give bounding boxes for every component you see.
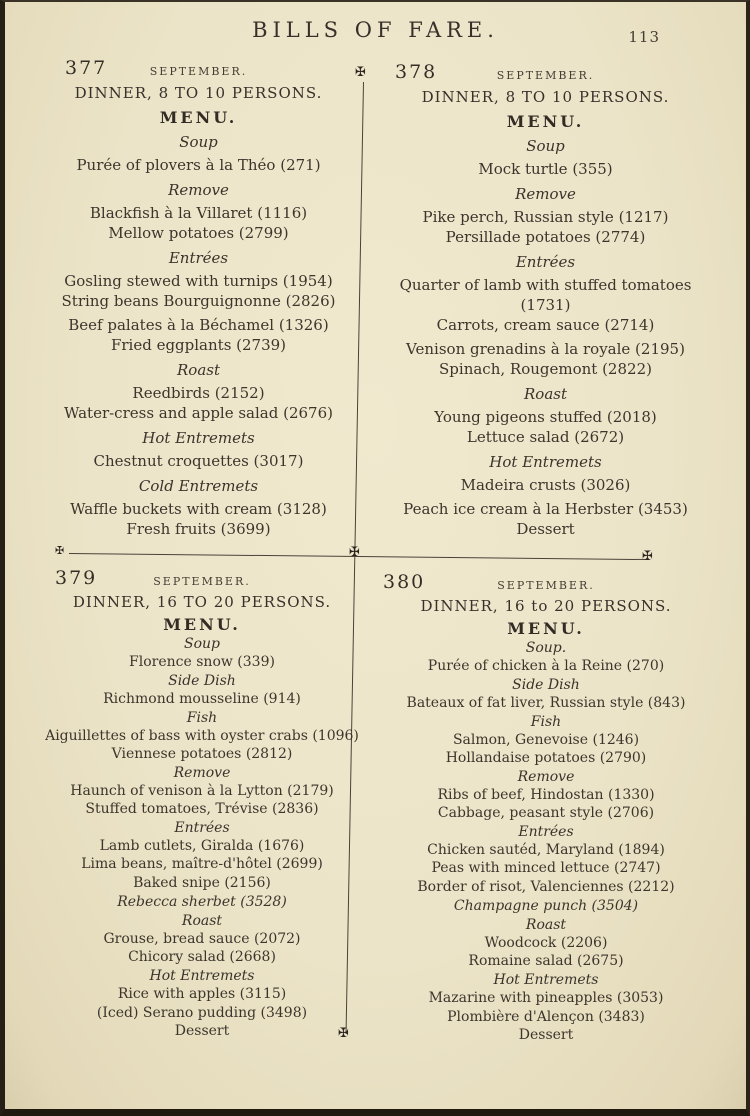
menu-item: Mellow potatoes (2799) [108,224,289,242]
section-header: Remove [517,769,575,785]
menu-item: Persillade potatoes (2774) [445,228,646,246]
section-header: Hot Entremets [142,429,255,447]
section-header: Entrées [174,820,230,836]
menu-section [371,714,721,767]
menu-item: Florence snow (339) [129,654,275,670]
menu-item: Haunch of venison à la Lytton (2179) [70,783,334,799]
section-header: Hot Entremets [493,972,599,988]
item-group [37,727,367,763]
menu-item: Blackfish à la Villaret (1116) [89,204,308,222]
menu-item: Richmond mousseline (914) [103,691,301,707]
menu-section [373,137,718,179]
menu-section [371,972,721,1044]
item-group [41,451,356,471]
menu-month-label: SEPTEMBER. [153,575,251,588]
menu-item: Plombière d'Alençon (3483) [447,1009,645,1025]
menu-377 [41,57,356,539]
menu-section [41,249,356,355]
menu-number: 380 [383,571,426,593]
menu-section [41,429,356,471]
menu-section [373,453,718,539]
item-group [41,271,356,311]
menu-item: Rebecca sherbet (3528) [117,894,287,910]
menu-section [41,477,356,539]
menu-dinner-line: DINNER, 8 TO 10 PERSONS. [421,88,670,106]
menu-header-row [371,571,721,594]
menu-month-label: SEPTEMBER. [496,69,595,82]
item-group [371,694,721,712]
menu-item: Bateaux of fat liver, Russian style (843) [406,695,686,711]
menu-section [373,253,718,379]
item-group [37,690,367,708]
menu-item: Reedbirds (2152) [132,384,265,402]
item-group [371,1008,721,1044]
menu-item: Chicken sautéd, Maryland (1894) [427,842,665,858]
section-header: Fish [530,714,562,730]
menu-item: Chicory salad (2668) [128,949,276,965]
item-group [373,475,718,495]
menu-item: Hollandaise potatoes (2790) [445,750,647,766]
item-group [37,782,367,818]
item-group [37,985,367,1003]
item-group [371,841,721,877]
maltese-cross-icon: ✠ [55,544,65,557]
menu-section [41,133,356,175]
menu-month-label: SEPTEMBER. [497,579,595,592]
menu-item: Water-cress and apple salad (2676) [63,404,333,422]
menu-item: Beef palates à la Béchamel (1326) [68,316,329,334]
section-header: Side Dish [512,677,580,693]
menu-dinner-line: DINNER, 16 to 20 PERSONS. [420,597,672,615]
menu-item: Lamb cutlets, Giralda (1676) [99,838,305,854]
menu-section [371,824,721,915]
item-group [373,339,718,379]
menu-item: Border of risot, Valenciennes (2212) [417,879,675,895]
menu-item: Dessert [516,520,575,538]
menu-item: Viennese potatoes (2812) [111,746,293,762]
menu-section [37,673,367,708]
menu-item: Cabbage, peasant style (2706) [437,805,655,821]
section-header: Remove [173,765,231,781]
section-header: Roast [524,385,567,403]
menu-section [37,820,367,911]
section-header: Cold Entremets [138,477,259,495]
item-group [371,989,721,1007]
menu-item: Rice with apples (3115) [117,986,287,1002]
menu-item: (Iced) Serano pudding (3498) [96,1005,308,1021]
menu-section [37,765,367,818]
menu-dinner-line: DINNER, 16 TO 20 PERSONS. [72,593,332,611]
item-group [371,731,721,767]
item-group [373,159,718,179]
menu-section [373,185,718,247]
item-group [371,934,721,970]
menu-item: Waffle buckets with cream (3128) [70,500,327,518]
menu-379 [37,567,367,1040]
menu-item: Aiguillettes of bass with oyster crabs (1096) [45,728,359,744]
section-header: Entrées [168,249,229,267]
item-group [41,203,356,243]
menu-dinner-line: DINNER, 8 TO 10 PERSONS. [74,84,323,102]
menu-item: Ribs of beef, Hindostan (1330) [437,787,655,803]
menu-title: MENU. [506,112,585,131]
maltese-cross-icon: ✠ [349,545,360,560]
menu-item: Champagne punch (3504) [453,898,639,914]
item-group [41,383,356,423]
section-header: Fish [186,710,218,726]
menu-section [371,640,721,675]
menu-item: Fried eggplants (2739) [110,336,287,354]
menu-item: Peas with minced lettuce (2747) [431,860,661,876]
menu-section [37,968,367,1040]
item-group [371,897,721,915]
menu-number: 377 [65,57,108,79]
menu-item: Grouse, bread sauce (2072) [103,931,301,947]
menu-number: 378 [395,61,438,83]
menu-title: MENU. [159,108,238,127]
menu-item: Pike perch, Russian style (1217) [422,208,669,226]
item-group [37,930,367,966]
menu-title: MENU. [507,619,585,638]
section-header: Roast [525,917,567,933]
section-header: Roast [181,913,223,929]
menu-item: Salmon, Genevoise (1246) [452,732,640,748]
section-header: Soup [526,137,565,155]
menu-item: Carrots, cream sauce (2714) [436,316,655,334]
section-header: Hot Entremets [489,453,602,471]
item-group [373,275,718,335]
menu-month-label: SEPTEMBER. [149,65,248,78]
menu-header-row [373,61,718,84]
menu-item: Venison grenadins à la royale (2195) [406,340,685,358]
item-group [371,786,721,822]
menu-item: Mazarine with pineapples (3053) [428,990,664,1006]
item-group [37,874,367,892]
maltese-cross-icon: ✠ [338,1026,349,1041]
menu-header-row [41,57,356,80]
menu-item: Peach ice cream à la Herbster (3453) [403,500,688,518]
item-group [37,1004,367,1040]
menu-item: Purée of chicken à la Reine (270) [427,658,665,674]
menu-item: Stuffed tomatoes, Trévise (2836) [85,801,319,817]
maltese-cross-icon: ✠ [642,549,653,564]
item-group [41,315,356,355]
menu-item: Mock turtle (355) [478,160,613,178]
item-group [371,657,721,675]
menu-item: Madeira crusts (3026) [460,476,631,494]
section-header: Hot Entremets [149,968,255,984]
menu-item: Gosling stewed with turnips (1954) [64,272,333,290]
section-header: Side Dish [168,673,236,689]
section-header: Remove [168,181,229,199]
menu-item: Chestnut croquettes (3017) [93,452,304,470]
menu-item: Quarter of lamb with stuffed tomatoes (1731) [399,276,692,314]
menu-section [373,385,718,447]
page-number: 113 [628,28,660,46]
section-header: Remove [515,185,576,203]
item-group [41,155,356,175]
menu-section [41,181,356,243]
menu-section [37,636,367,671]
section-header: Entrées [515,253,576,271]
item-group [373,499,718,539]
menu-section [37,710,367,763]
item-group [37,893,367,911]
menu-378 [373,61,718,539]
menu-item: Romaine salad (2675) [468,953,624,969]
menu-item: Woodcock (2206) [484,935,608,951]
item-group [371,878,721,896]
menu-item: String beans Bourguignonne (2826) [61,292,336,310]
menu-title: MENU. [163,615,241,634]
menu-item: Lettuce salad (2672) [466,428,625,446]
section-header: Soup [179,133,218,151]
item-group [373,207,718,247]
item-group [37,653,367,671]
section-header: Entrées [518,824,574,840]
item-group [373,407,718,447]
section-header: Roast [177,361,220,379]
menu-item: Fresh fruits (3699) [126,520,271,538]
menu-item: Purée of plovers à la Théo (271) [76,156,321,174]
section-header: Soup. [525,640,567,656]
menu-item: Baked snipe (2156) [133,875,271,891]
menu-item: Lima beans, maître-d'hôtel (2699) [81,856,323,872]
menu-section [371,917,721,970]
menu-section [371,769,721,822]
section-header: Soup [184,636,220,652]
menu-item: Dessert [518,1027,574,1043]
menu-section [41,361,356,423]
menu-item: Young pigeons stuffed (2018) [434,408,657,426]
menu-item: Dessert [174,1023,230,1039]
item-group [41,499,356,539]
page-title: BILLS OF FARE. [252,18,499,42]
menu-header-row [37,567,367,590]
menu-section [37,913,367,966]
menu-item: Spinach, Rougemont (2822) [439,360,652,378]
menu-number: 379 [55,567,98,589]
menu-380 [371,571,721,1044]
maltese-cross-icon: ✠ [355,65,366,80]
menu-section [371,677,721,712]
item-group [37,837,367,873]
